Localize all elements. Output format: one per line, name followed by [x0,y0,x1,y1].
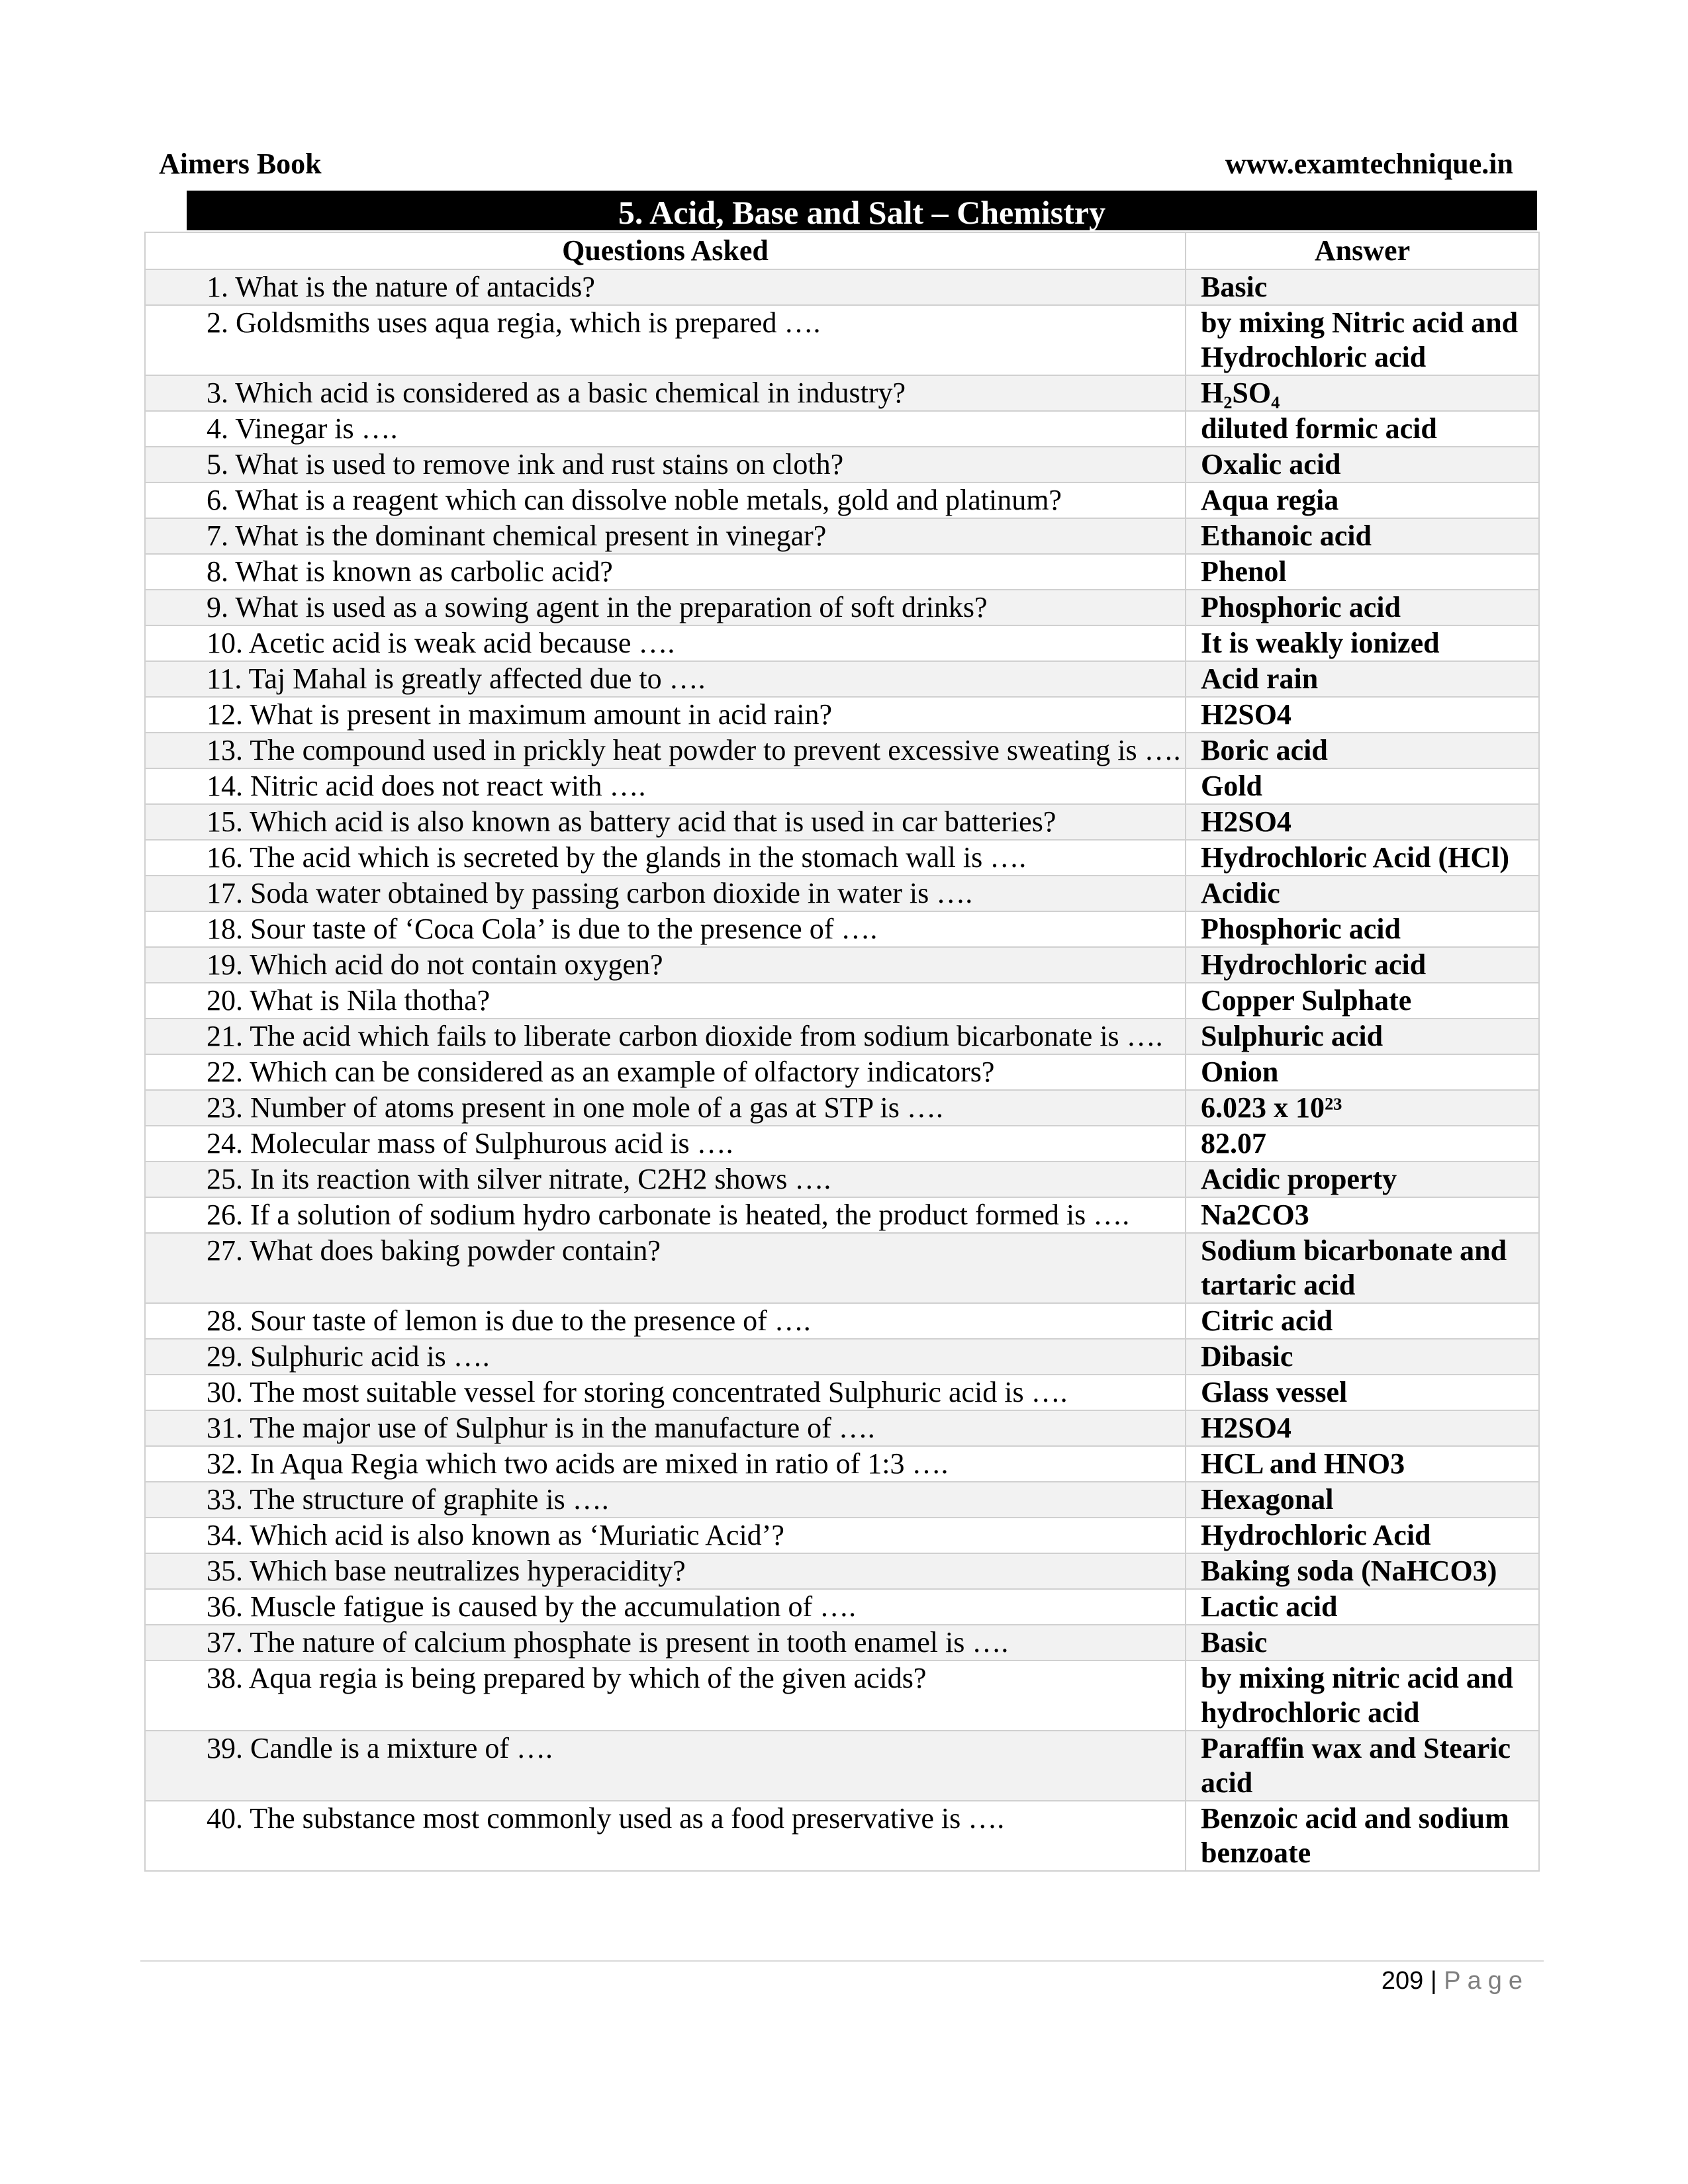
answer-cell: Citric acid [1186,1303,1539,1339]
answer-cell: H₂SO₄ [1186,375,1539,411]
question-cell: 11. Taj Mahal is greatly affected due to …. [145,661,1186,697]
table-row [145,305,1539,375]
table-row [145,1625,1539,1661]
column-header-answer: Answer [1186,232,1539,269]
question-cell: 7. What is the dominant chemical present in vinegar? [145,518,1186,554]
table-row [145,269,1539,305]
question-cell: 30. The most suitable vessel for storing concentrated Sulphuric acid is …. [145,1375,1186,1410]
table-row [145,876,1539,911]
table-header-row [145,232,1539,269]
question-cell: 15. Which acid is also known as battery acid that is used in car batteries? [145,804,1186,840]
footer-divider [140,1960,1544,1962]
question-cell: 19. Which acid do not contain oxygen? [145,947,1186,983]
answer-cell: Sodium bicarbonate and tartaric acid [1186,1233,1539,1303]
question-cell: 22. Which can be considered as an example of olfactory indicators? [145,1054,1186,1090]
table-row [145,1375,1539,1410]
answer-cell: Acid rain [1186,661,1539,697]
table-row [145,1661,1539,1731]
answer-cell: HCL and HNO3 [1186,1446,1539,1482]
question-cell: 16. The acid which is secreted by the glands in the stomach wall is …. [145,840,1186,876]
answer-cell: Benzoic acid and sodium benzoate [1186,1801,1539,1871]
table-row [145,804,1539,840]
answer-cell: H2SO4 [1186,1410,1539,1446]
question-cell: 27. What does baking powder contain? [145,1233,1186,1303]
table-row [145,1518,1539,1553]
table-row [145,768,1539,804]
answer-cell: 82.07 [1186,1126,1539,1161]
question-cell: 28. Sour taste of lemon is due to the presence of …. [145,1303,1186,1339]
question-cell: 17. Soda water obtained by passing carbon dioxide in water is …. [145,876,1186,911]
answer-cell: H2SO4 [1186,804,1539,840]
answer-cell: Sulphuric acid [1186,1019,1539,1054]
qa-table-body [145,269,1539,1871]
question-cell: 21. The acid which fails to liberate carbon dioxide from sodium bicarbonate is …. [145,1019,1186,1054]
table-row [145,1410,1539,1446]
question-cell: 36. Muscle fatigue is caused by the accumulation of …. [145,1589,1186,1625]
table-row [145,1589,1539,1625]
question-cell: 34. Which acid is also known as ‘Muriatic Acid’? [145,1518,1186,1553]
question-cell: 40. The substance most commonly used as a food preservative is …. [145,1801,1186,1871]
table-row [145,1731,1539,1801]
answer-cell: diluted formic acid [1186,411,1539,447]
page-number: 209 [1381,1967,1424,1995]
question-cell: 25. In its reaction with silver nitrate, C2H2 shows …. [145,1161,1186,1197]
question-cell: 39. Candle is a mixture of …. [145,1731,1186,1801]
question-cell: 18. Sour taste of ‘Coca Cola’ is due to the presence of …. [145,911,1186,947]
table-row [145,1446,1539,1482]
table-row [145,911,1539,947]
question-cell: 29. Sulphuric acid is …. [145,1339,1186,1375]
table-row [145,1019,1539,1054]
question-cell: 23. Number of atoms present in one mole of a gas at STP is …. [145,1090,1186,1126]
answer-cell: by mixing nitric acid and hydrochloric acid [1186,1661,1539,1731]
table-row [145,1233,1539,1303]
answer-cell: Copper Sulphate [1186,983,1539,1019]
question-cell: 24. Molecular mass of Sulphurous acid is …. [145,1126,1186,1161]
answer-cell: Acidic property [1186,1161,1539,1197]
table-row [145,840,1539,876]
table-row [145,1090,1539,1126]
answer-cell: Onion [1186,1054,1539,1090]
table-row [145,375,1539,411]
question-cell: 35. Which base neutralizes hyperacidity? [145,1553,1186,1589]
answer-cell: by mixing Nitric acid and Hydrochloric acid [1186,305,1539,375]
question-cell: 12. What is present in maximum amount in acid rain? [145,697,1186,733]
table-row [145,1054,1539,1090]
question-cell: 38. Aqua regia is being prepared by which of the given acids? [145,1661,1186,1731]
table-row [145,590,1539,625]
answer-cell: Gold [1186,768,1539,804]
table-row [145,1303,1539,1339]
answer-cell: Baking soda (NaHCO3) [1186,1553,1539,1589]
question-cell: 4. Vinegar is …. [145,411,1186,447]
table-row [145,733,1539,768]
question-cell: 13. The compound used in prickly heat powder to prevent excessive sweating is …. [145,733,1186,768]
answer-cell: Glass vessel [1186,1375,1539,1410]
table-row [145,1482,1539,1518]
question-cell: 3. Which acid is considered as a basic chemical in industry? [145,375,1186,411]
table-row [145,661,1539,697]
question-cell: 33. The structure of graphite is …. [145,1482,1186,1518]
answer-cell: It is weakly ionized [1186,625,1539,661]
answer-cell: Lactic acid [1186,1589,1539,1625]
footer-page-word: Page [1444,1967,1529,1995]
answer-cell: Hexagonal [1186,1482,1539,1518]
question-cell: 10. Acetic acid is weak acid because …. [145,625,1186,661]
answer-cell: H2SO4 [1186,697,1539,733]
header-book-name: Aimers Book [159,148,322,180]
table-row [145,1801,1539,1871]
table-row [145,983,1539,1019]
table-row [145,1553,1539,1589]
answer-cell: Phosphoric acid [1186,590,1539,625]
answer-cell: Oxalic acid [1186,447,1539,482]
answer-cell: Hydrochloric acid [1186,947,1539,983]
header-website: www.examtechnique.in [1225,148,1513,180]
question-cell: 20. What is Nila thotha? [145,983,1186,1019]
table-row [145,1161,1539,1197]
question-cell: 6. What is a reagent which can dissolve noble metals, gold and platinum? [145,482,1186,518]
table-row [145,518,1539,554]
question-cell: 5. What is used to remove ink and rust stains on cloth? [145,447,1186,482]
answer-cell: 6.023 x 10²³ [1186,1090,1539,1126]
answer-cell: Phosphoric acid [1186,911,1539,947]
table-row [145,1197,1539,1233]
question-cell: 37. The nature of calcium phosphate is present in tooth enamel is …. [145,1625,1186,1661]
answer-cell: Hydrochloric Acid (HCl) [1186,840,1539,876]
question-cell: 32. In Aqua Regia which two acids are mixed in ratio of 1:3 …. [145,1446,1186,1482]
question-cell: 1. What is the nature of antacids? [145,269,1186,305]
table-row [145,411,1539,447]
question-cell: 31. The major use of Sulphur is in the manufacture of …. [145,1410,1186,1446]
footer-separator: | [1430,1967,1437,1995]
answer-cell: Basic [1186,269,1539,305]
answer-cell: Aqua regia [1186,482,1539,518]
table-row [145,625,1539,661]
page-footer [1382,1967,1529,1995]
table-row [145,554,1539,590]
answer-cell: Na2CO3 [1186,1197,1539,1233]
answer-cell: Hydrochloric Acid [1186,1518,1539,1553]
table-row [145,447,1539,482]
table-row [145,1339,1539,1375]
question-cell: 2. Goldsmiths uses aqua regia, which is prepared …. [145,305,1186,375]
table-row [145,947,1539,983]
answer-cell: Ethanoic acid [1186,518,1539,554]
question-cell: 14. Nitric acid does not react with …. [145,768,1186,804]
chapter-title: 5. Acid, Base and Salt – Chemistry [187,191,1537,230]
table-row [145,697,1539,733]
question-cell: 26. If a solution of sodium hydro carbonate is heated, the product formed is …. [145,1197,1186,1233]
table-row [145,1126,1539,1161]
answer-cell: Dibasic [1186,1339,1539,1375]
table-row [145,482,1539,518]
answer-cell: Paraffin wax and Stearic acid [1186,1731,1539,1801]
answer-cell: Phenol [1186,554,1539,590]
column-header-question: Questions Asked [145,232,1186,269]
answer-cell: Acidic [1186,876,1539,911]
question-cell: 8. What is known as carbolic acid? [145,554,1186,590]
answer-cell: Boric acid [1186,733,1539,768]
answer-cell: Basic [1186,1625,1539,1661]
question-cell: 9. What is used as a sowing agent in the preparation of soft drinks? [145,590,1186,625]
qa-table [144,232,1540,1872]
